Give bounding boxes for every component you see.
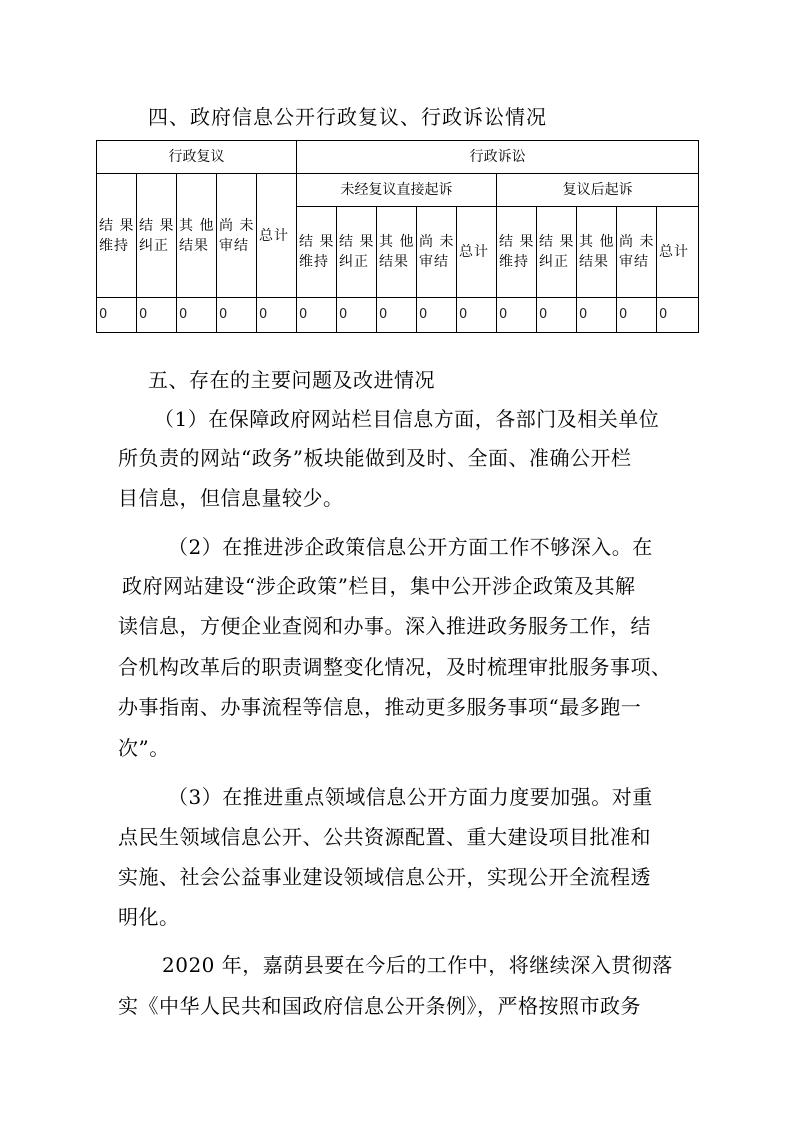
- value-cell: 0: [137, 298, 177, 333]
- value-cell: 0: [537, 298, 577, 333]
- review-litigation-table: [96, 140, 699, 333]
- col-other-result: 其 他 结果: [577, 207, 617, 298]
- paragraph-line: 次”。: [118, 736, 170, 760]
- col-pending: 尚 未 审结: [617, 207, 657, 298]
- value-cell: 0: [97, 298, 137, 333]
- header-admin-litigation: 行政诉讼: [297, 141, 699, 174]
- col-pending: 尚 未 审结: [217, 174, 257, 298]
- col-result-upheld: 结 果 维持: [297, 207, 337, 298]
- value-cell: 0: [657, 298, 699, 333]
- col-total: 总计: [657, 207, 699, 298]
- col-total: 总计: [257, 174, 297, 298]
- value-cell: 0: [617, 298, 657, 333]
- paragraph-line: 政府网站建设“涉企政策”栏目，集中公开涉企政策及其解: [122, 574, 636, 598]
- paragraph-line: 明化。: [118, 905, 180, 929]
- col-other-result: 其 他 结果: [177, 174, 217, 298]
- col-result-upheld: 结 果 维持: [97, 174, 137, 298]
- paragraph-line: 2020 年，嘉荫县要在今后的工作中，将继续深入贯彻落: [162, 953, 673, 977]
- col-result-upheld: 结 果 维持: [497, 207, 537, 298]
- value-cell: 0: [177, 298, 217, 333]
- col-result-corrected: 结 果 纠正: [137, 174, 177, 298]
- col-other-result: 其 他 结果: [377, 207, 417, 298]
- paragraph-line: （2）在推进涉企政策信息公开方面工作不够深入。在: [168, 535, 653, 559]
- header-after-review: 复议后起诉: [497, 174, 699, 207]
- value-cell: 0: [377, 298, 417, 333]
- header-admin-review: 行政复议: [97, 141, 297, 174]
- header-direct-suit: 未经复议直接起诉: [297, 174, 497, 207]
- value-cell: 0: [417, 298, 457, 333]
- col-pending: 尚 未 审结: [417, 207, 457, 298]
- value-cell: 0: [257, 298, 297, 333]
- paragraph-line: 实施、社会公益事业建设领域信息公开，实现公开全流程透: [118, 865, 651, 889]
- section-5-title: 五、存在的主要问题及改进情况: [148, 368, 435, 392]
- col-result-corrected: 结 果 纠正: [537, 207, 577, 298]
- value-cell: 0: [217, 298, 257, 333]
- col-result-corrected: 结 果 纠正: [337, 207, 377, 298]
- paragraph-line: （1）在保障政府网站栏目信息方面，各部门及相关单位: [154, 407, 660, 431]
- paragraph-line: 实《中华人民共和国政府信息公开条例》，严格按照市政务: [118, 994, 641, 1018]
- value-cell: 0: [577, 298, 617, 333]
- value-cell: 0: [457, 298, 497, 333]
- paragraph-line: 读信息，方便企业查阅和办事。深入推进政务服务工作，结: [118, 614, 651, 638]
- value-cell: 0: [337, 298, 377, 333]
- value-cell: 0: [297, 298, 337, 333]
- paragraph-line: 合机构改革后的职责调整变化情况，及时梳理审批服务事项、: [118, 655, 672, 679]
- col-total: 总计: [457, 207, 497, 298]
- paragraph-line: 所负责的网站“政务”板块能做到及时、全面、准确公开栏: [118, 446, 632, 470]
- paragraph-line: 点民生领域信息公开、公共资源配置、重大建设项目批准和: [118, 825, 651, 849]
- paragraph-line: 目信息，但信息量较少。: [118, 486, 344, 510]
- value-cell: 0: [497, 298, 537, 333]
- paragraph-line: 办事指南、办事流程等信息，推动更多服务事项“最多跑一: [118, 695, 642, 719]
- section-4-title: 四、政府信息公开行政复议、行政诉讼情况: [148, 105, 547, 129]
- paragraph-line: （3）在推进重点领域信息公开方面力度要加强。对重: [168, 785, 653, 809]
